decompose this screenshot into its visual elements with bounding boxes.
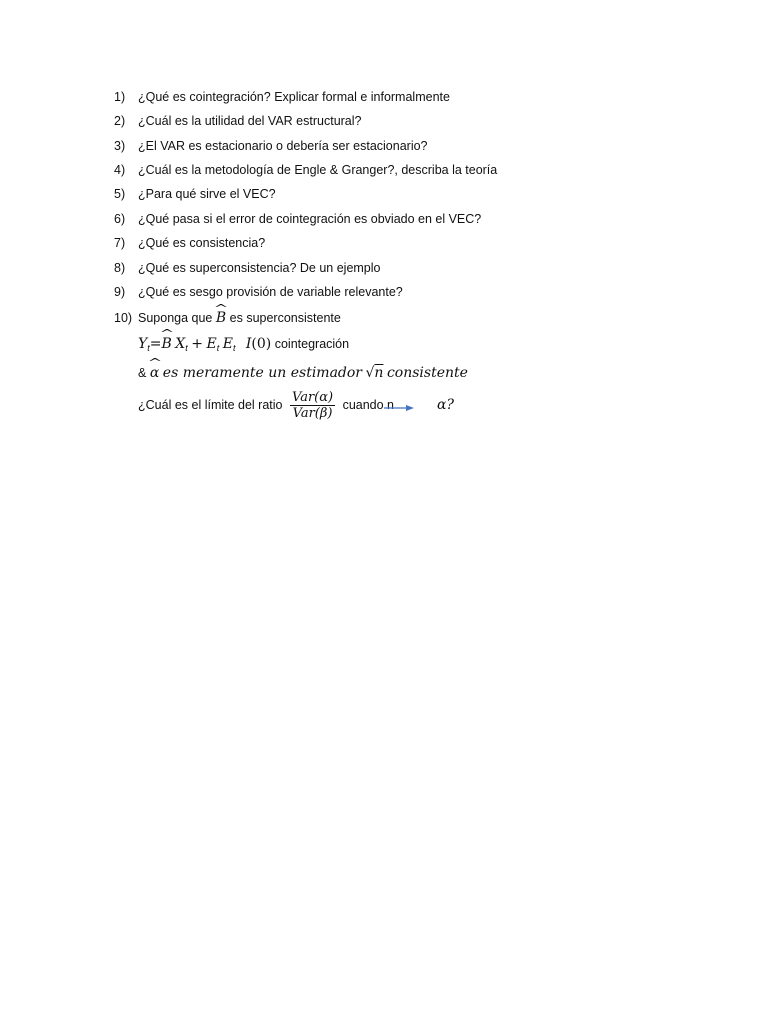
order-zero: (0): [251, 336, 272, 352]
question-number: 10): [114, 311, 133, 325]
ampersand: &: [138, 366, 147, 380]
alpha-hat: ^ α: [150, 365, 159, 381]
question-10-post: es superconsistente: [229, 311, 341, 325]
var-i: I: [245, 336, 252, 352]
question-text: ¿Qué pasa si el error de cointegración es obviado en el VEC?: [138, 212, 482, 226]
alpha-line: [138, 365, 468, 381]
question-text: ¿Qué es cointegración? Explicar formal e informalmente: [138, 90, 450, 104]
question-10-pre: Suponga que: [138, 311, 213, 325]
alpha-text: es meramente un estimador: [162, 365, 363, 381]
question-number: 2): [114, 114, 126, 128]
question-4: [114, 162, 497, 178]
plus-sign: +: [191, 336, 203, 352]
equation-line: [138, 336, 349, 353]
question-number: 4): [114, 163, 126, 177]
question-number: 1): [114, 90, 126, 104]
question-number: 9): [114, 285, 126, 299]
equals-sign: =: [149, 336, 162, 352]
question-5: [114, 186, 276, 202]
question-number: 8): [114, 261, 126, 275]
limit-mid: cuando n: [342, 397, 395, 412]
question-number: 5): [114, 187, 126, 201]
limit-post: α?: [436, 396, 454, 413]
ratio-denominator: Var(β): [292, 406, 333, 421]
alpha-text-end: consistente: [386, 365, 468, 381]
b-hat-symbol: ^ B: [216, 310, 226, 326]
question-number: 3): [114, 139, 126, 153]
var-y: Y: [138, 336, 148, 352]
var-e: E: [222, 336, 233, 352]
var-x: X: [175, 336, 186, 352]
question-text: ¿Cuál es la metodología de Engle & Granger?, describa la teoría: [138, 163, 498, 177]
ratio-numerator: Var(α): [292, 390, 334, 405]
question-3: [114, 138, 428, 154]
question-text: ¿Para qué sirve el VEC?: [138, 187, 276, 201]
question-10: [114, 310, 341, 326]
question-1: [114, 89, 450, 105]
arrow-right-icon: [384, 404, 414, 412]
question-9: [114, 284, 403, 300]
question-text: ¿Qué es sesgo provisión de variable relevante?: [138, 285, 403, 299]
question-7: [114, 235, 265, 251]
var-e: E: [206, 336, 217, 352]
question-2: [114, 113, 362, 129]
question-number: 7): [114, 236, 126, 250]
question-number: 6): [114, 212, 126, 226]
question-text: ¿Qué es superconsistencia? De un ejemplo: [138, 261, 381, 275]
sqrt-symbol: √: [365, 365, 375, 381]
question-text: ¿El VAR es estacionario o debería ser estacionario?: [138, 139, 428, 153]
var-n: n: [374, 365, 384, 381]
question-text: ¿Cuál es la utilidad del VAR estructural?: [138, 114, 362, 128]
subscript-t: t: [147, 343, 150, 353]
subscript-t: t: [216, 343, 220, 353]
subscript-t: t: [232, 343, 236, 353]
question-text: ¿Qué es consistencia?: [138, 236, 266, 250]
subscript-t: t: [185, 343, 188, 353]
equation-word: cointegración: [274, 337, 350, 351]
question-6: [114, 211, 481, 227]
b-hat: ^ B: [162, 336, 172, 352]
question-8: [114, 260, 381, 276]
variance-ratio: [290, 390, 335, 421]
limit-pre: ¿Cuál es el límite del ratio: [138, 397, 283, 412]
